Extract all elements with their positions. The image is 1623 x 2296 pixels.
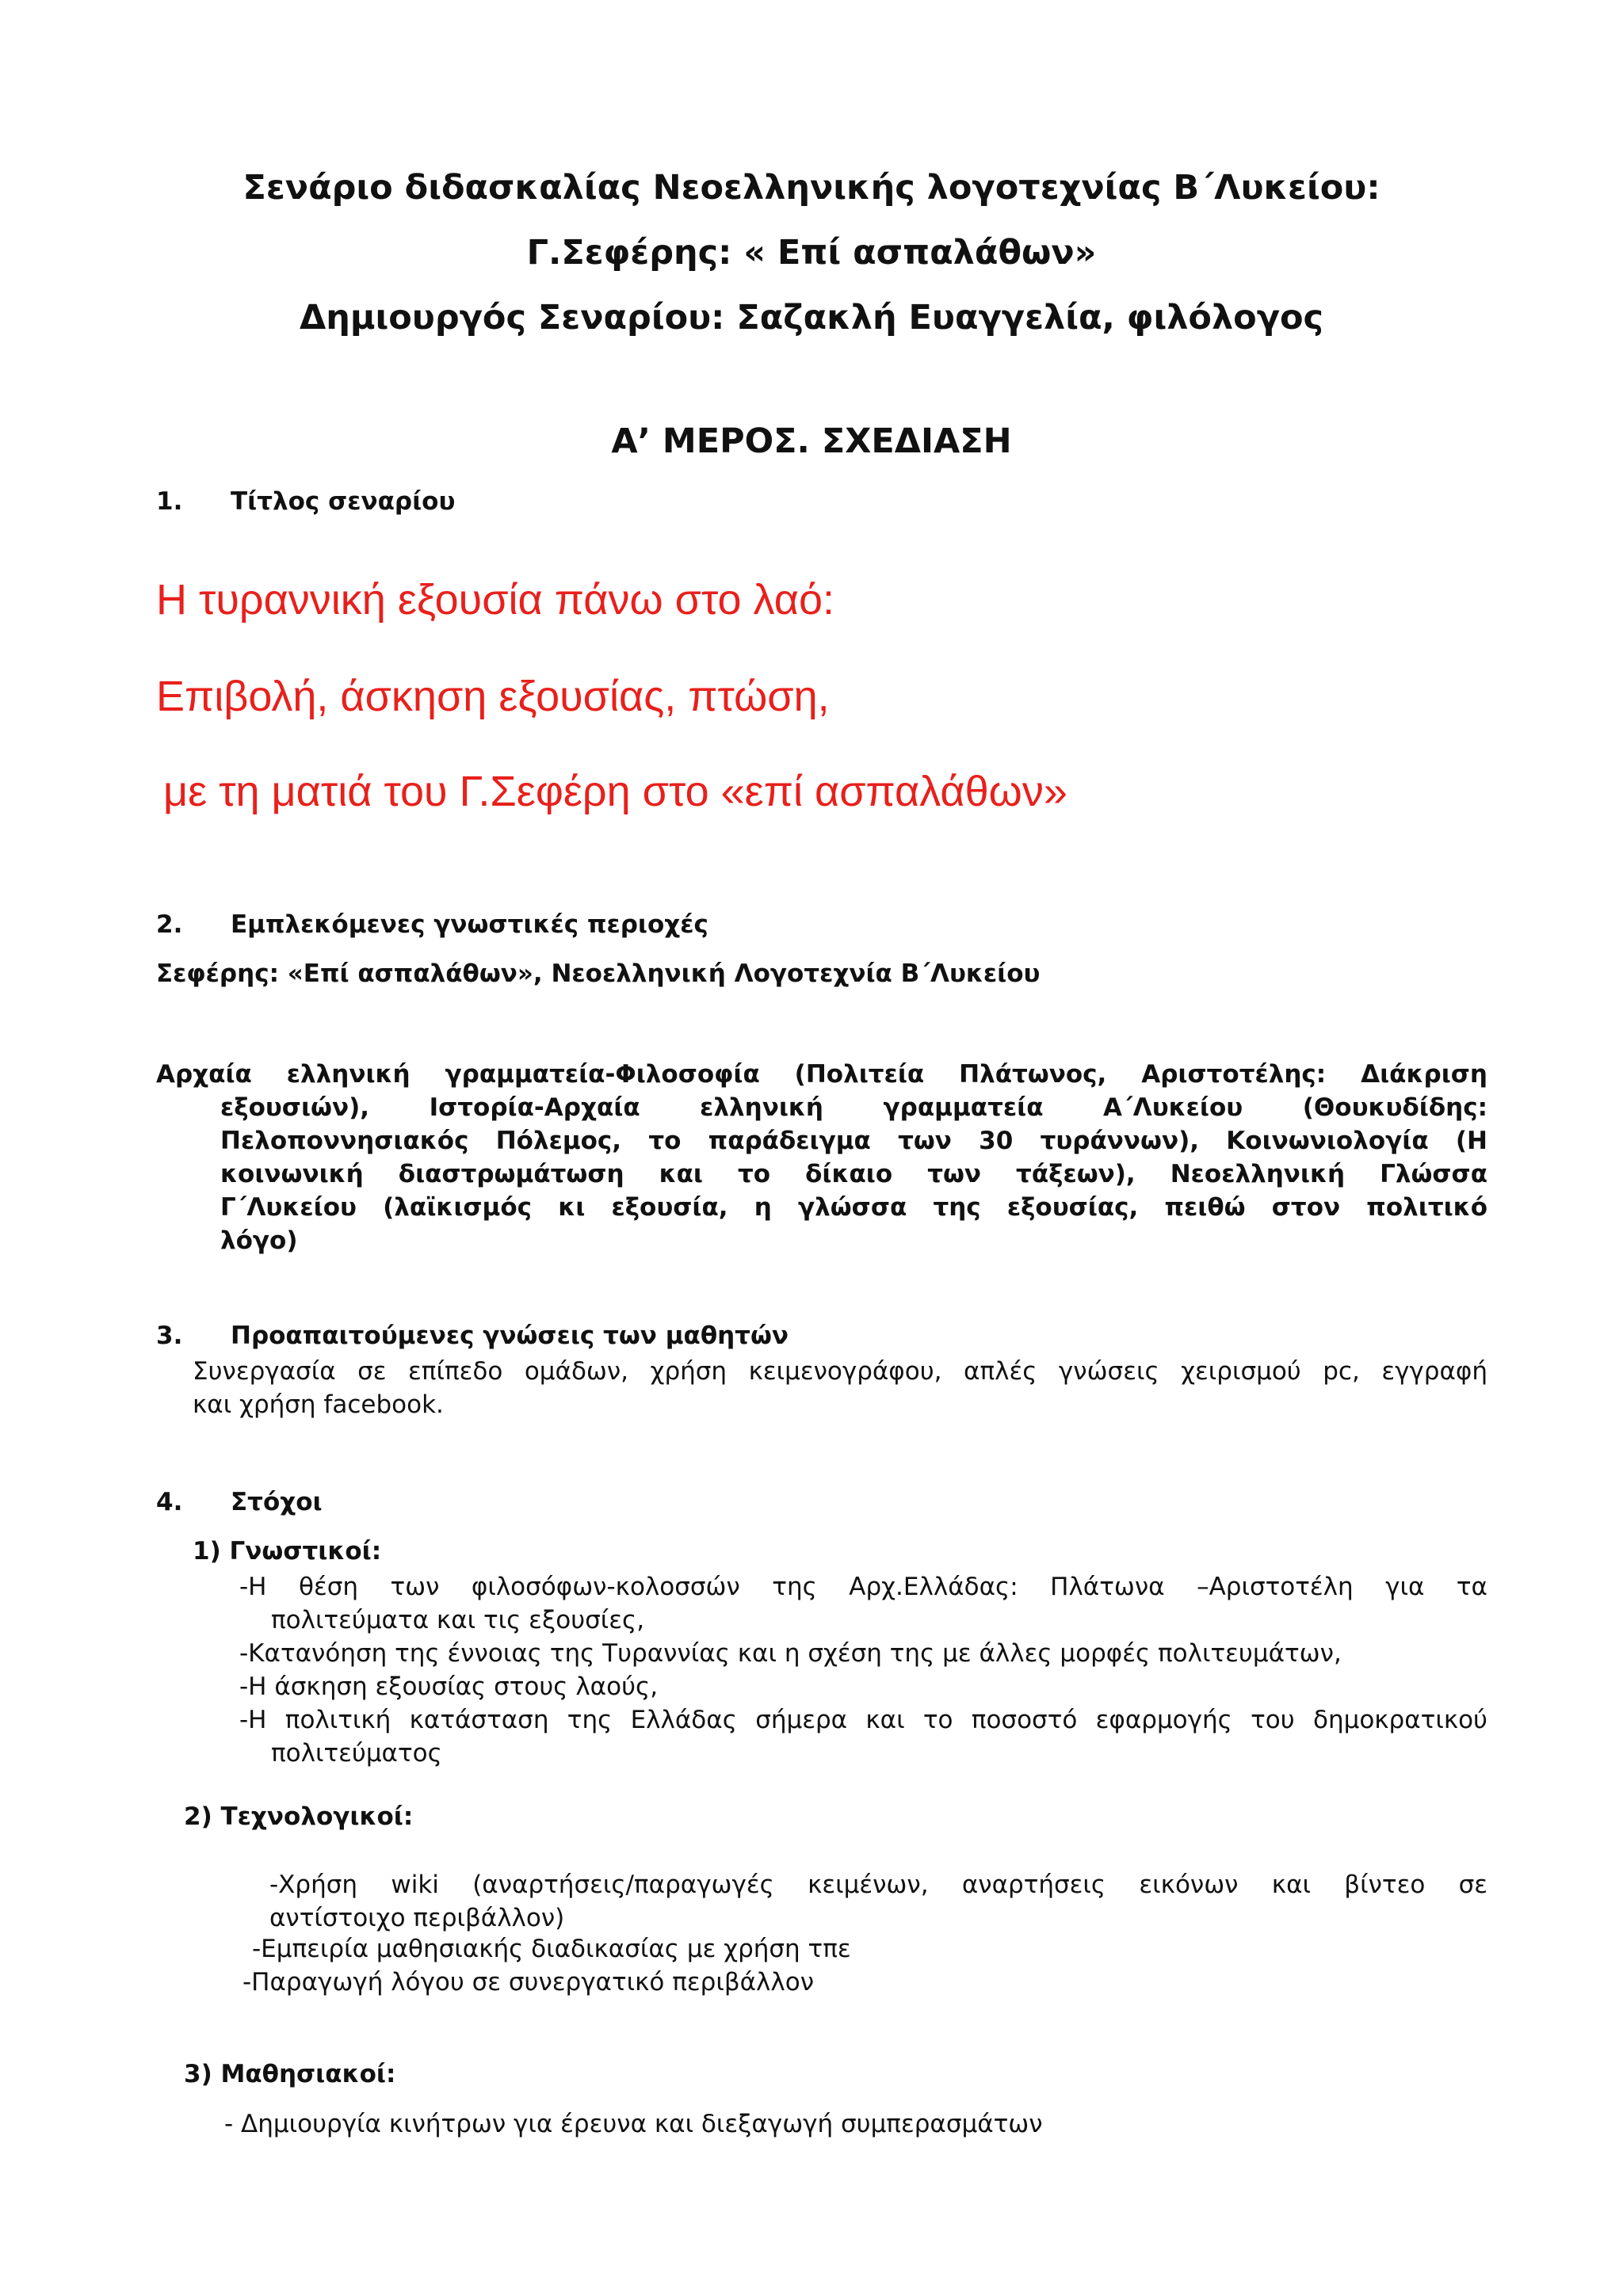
document-title-line-1: Σενάριο διδασκαλίας Νεοελληνικής λογοτεχνίας Β΄Λυκείου: [242,168,1381,208]
goals-learning-title: 3) Μαθησιακοί: [184,2060,396,2088]
section-1-number: 1. [156,487,183,516]
list-item: -Η άσκηση εξουσίας στους λαούς, [239,1672,659,1701]
document-title-line-2: Γ.Σεφέρης: « Επί ασπαλάθων» [526,233,1097,273]
goals-technological-title: 2) Τεχνολογικοί: [184,1802,414,1831]
list-item: -Κατανόηση της έννοιας της Τυραννίας και η σχέση της με άλλες μορφές πολιτευμάτων, [239,1639,1342,1668]
section-2-number: 2. [156,910,183,939]
section-2-title: Εμπλεκόμενες γνωστικές περιοχές [231,910,708,939]
text-line: Συνεργασία σε επίπεδο ομάδων, χρήση κειμενογράφου, απλές γνώσεις χειρισμού pc, εγγραφή [193,1357,1487,1386]
list-item: -Η θέση των φιλοσόφων-κολοσσών της Αρχ.Ελλάδας: Πλάτωνα –Αριστοτέλη για τα [239,1573,1487,1601]
section-3-number: 3. [156,1322,183,1350]
text-line: και χρήση facebook. [193,1390,444,1419]
scenario-title-line-3: με τη ματιά του Γ.Σεφέρη στο «επί ασπαλάθων» [163,768,1067,815]
section-4-number: 4. [156,1488,183,1516]
section-2-subject-line: Σεφέρης: «Επί ασπαλάθων», Νεοελληνική Λογοτεχνία Β΄Λυκείου [156,959,1041,988]
list-item: -Εμπειρία μαθησιακής διαδικασίας με χρήση τπε [252,1935,851,1963]
list-item: πολιτεύματα και τις εξουσίες, [271,1606,645,1634]
section-3-title: Προαπαιτούμενες γνώσεις των μαθητών [231,1322,789,1350]
section-1-title: Τίτλος σεναρίου [231,487,456,516]
list-item: αντίστοιχο περιβάλλον) [269,1904,565,1932]
scenario-title-line-2: Επιβολή, άσκηση εξουσίας, πτώση, [156,673,830,720]
goals-technological-list [269,1868,1487,1935]
list-item: - Δημιουργία κινήτρων για έρευνα και διεξαγωγή συμπερασμάτων [224,2110,1043,2138]
list-item: πολιτεύματος [271,1739,442,1768]
list-item: -Χρήση wiki (αναρτήσεις/παραγωγές κειμένων, αναρτήσεις εικόνων και βίντεο σε [269,1871,1487,1899]
list-item: -Παραγωγή λόγου σε συνεργατικό περιβάλλον [242,1968,815,1997]
paragraph-line: λόγο) [220,1226,298,1255]
scenario-title-line-1: Η τυραννική εξουσία πάνω στο λαό: [156,576,834,624]
paragraph-line: Γ΄Λυκείου (λαϊκισμός κι εξουσία, η γλώσσα της εξουσίας, πειθώ στον πολιτικό [220,1193,1487,1222]
paragraph-line: εξουσιών), Ιστορία-Αρχαία ελληνική γραμματεία Α΄Λυκείου (Θουκυδίδης: [220,1093,1487,1122]
goals-cognitive-title: 1) Γνωστικοί: [193,1537,382,1566]
paragraph-line: Πελοποννησιακός Πόλεμος, το παράδειγμα των 30 τυράννων), Κοινωνιολογία (Η [220,1127,1487,1155]
paragraph-line: Αρχαία ελληνική γραμματεία-Φιλοσοφία (Πολιτεία Πλάτωνος, Αριστοτέλης: Διάκριση [156,1060,1487,1089]
section-3-text [193,1355,1487,1421]
section-2-paragraph [156,1058,1487,1257]
goals-cognitive-list [239,1570,1487,1770]
list-item: -Η πολιτική κατάσταση της Ελλάδας σήμερα και το ποσοστό εφαρμογής του δημοκρατικού [239,1706,1487,1734]
document-author-line: Δημιουργός Σεναρίου: Σαζακλή Ευαγγελία, φιλόλογος [299,298,1324,338]
section-4-title: Στόχοι [231,1488,323,1516]
paragraph-line: κοινωνική διαστρωμάτωση και το δίκαιο των τάξεων), Νεοελληνική Γλώσσα [220,1160,1487,1188]
part-heading: Α’ ΜΕΡΟΣ. ΣΧΕΔΙΑΣΗ [611,421,1012,461]
